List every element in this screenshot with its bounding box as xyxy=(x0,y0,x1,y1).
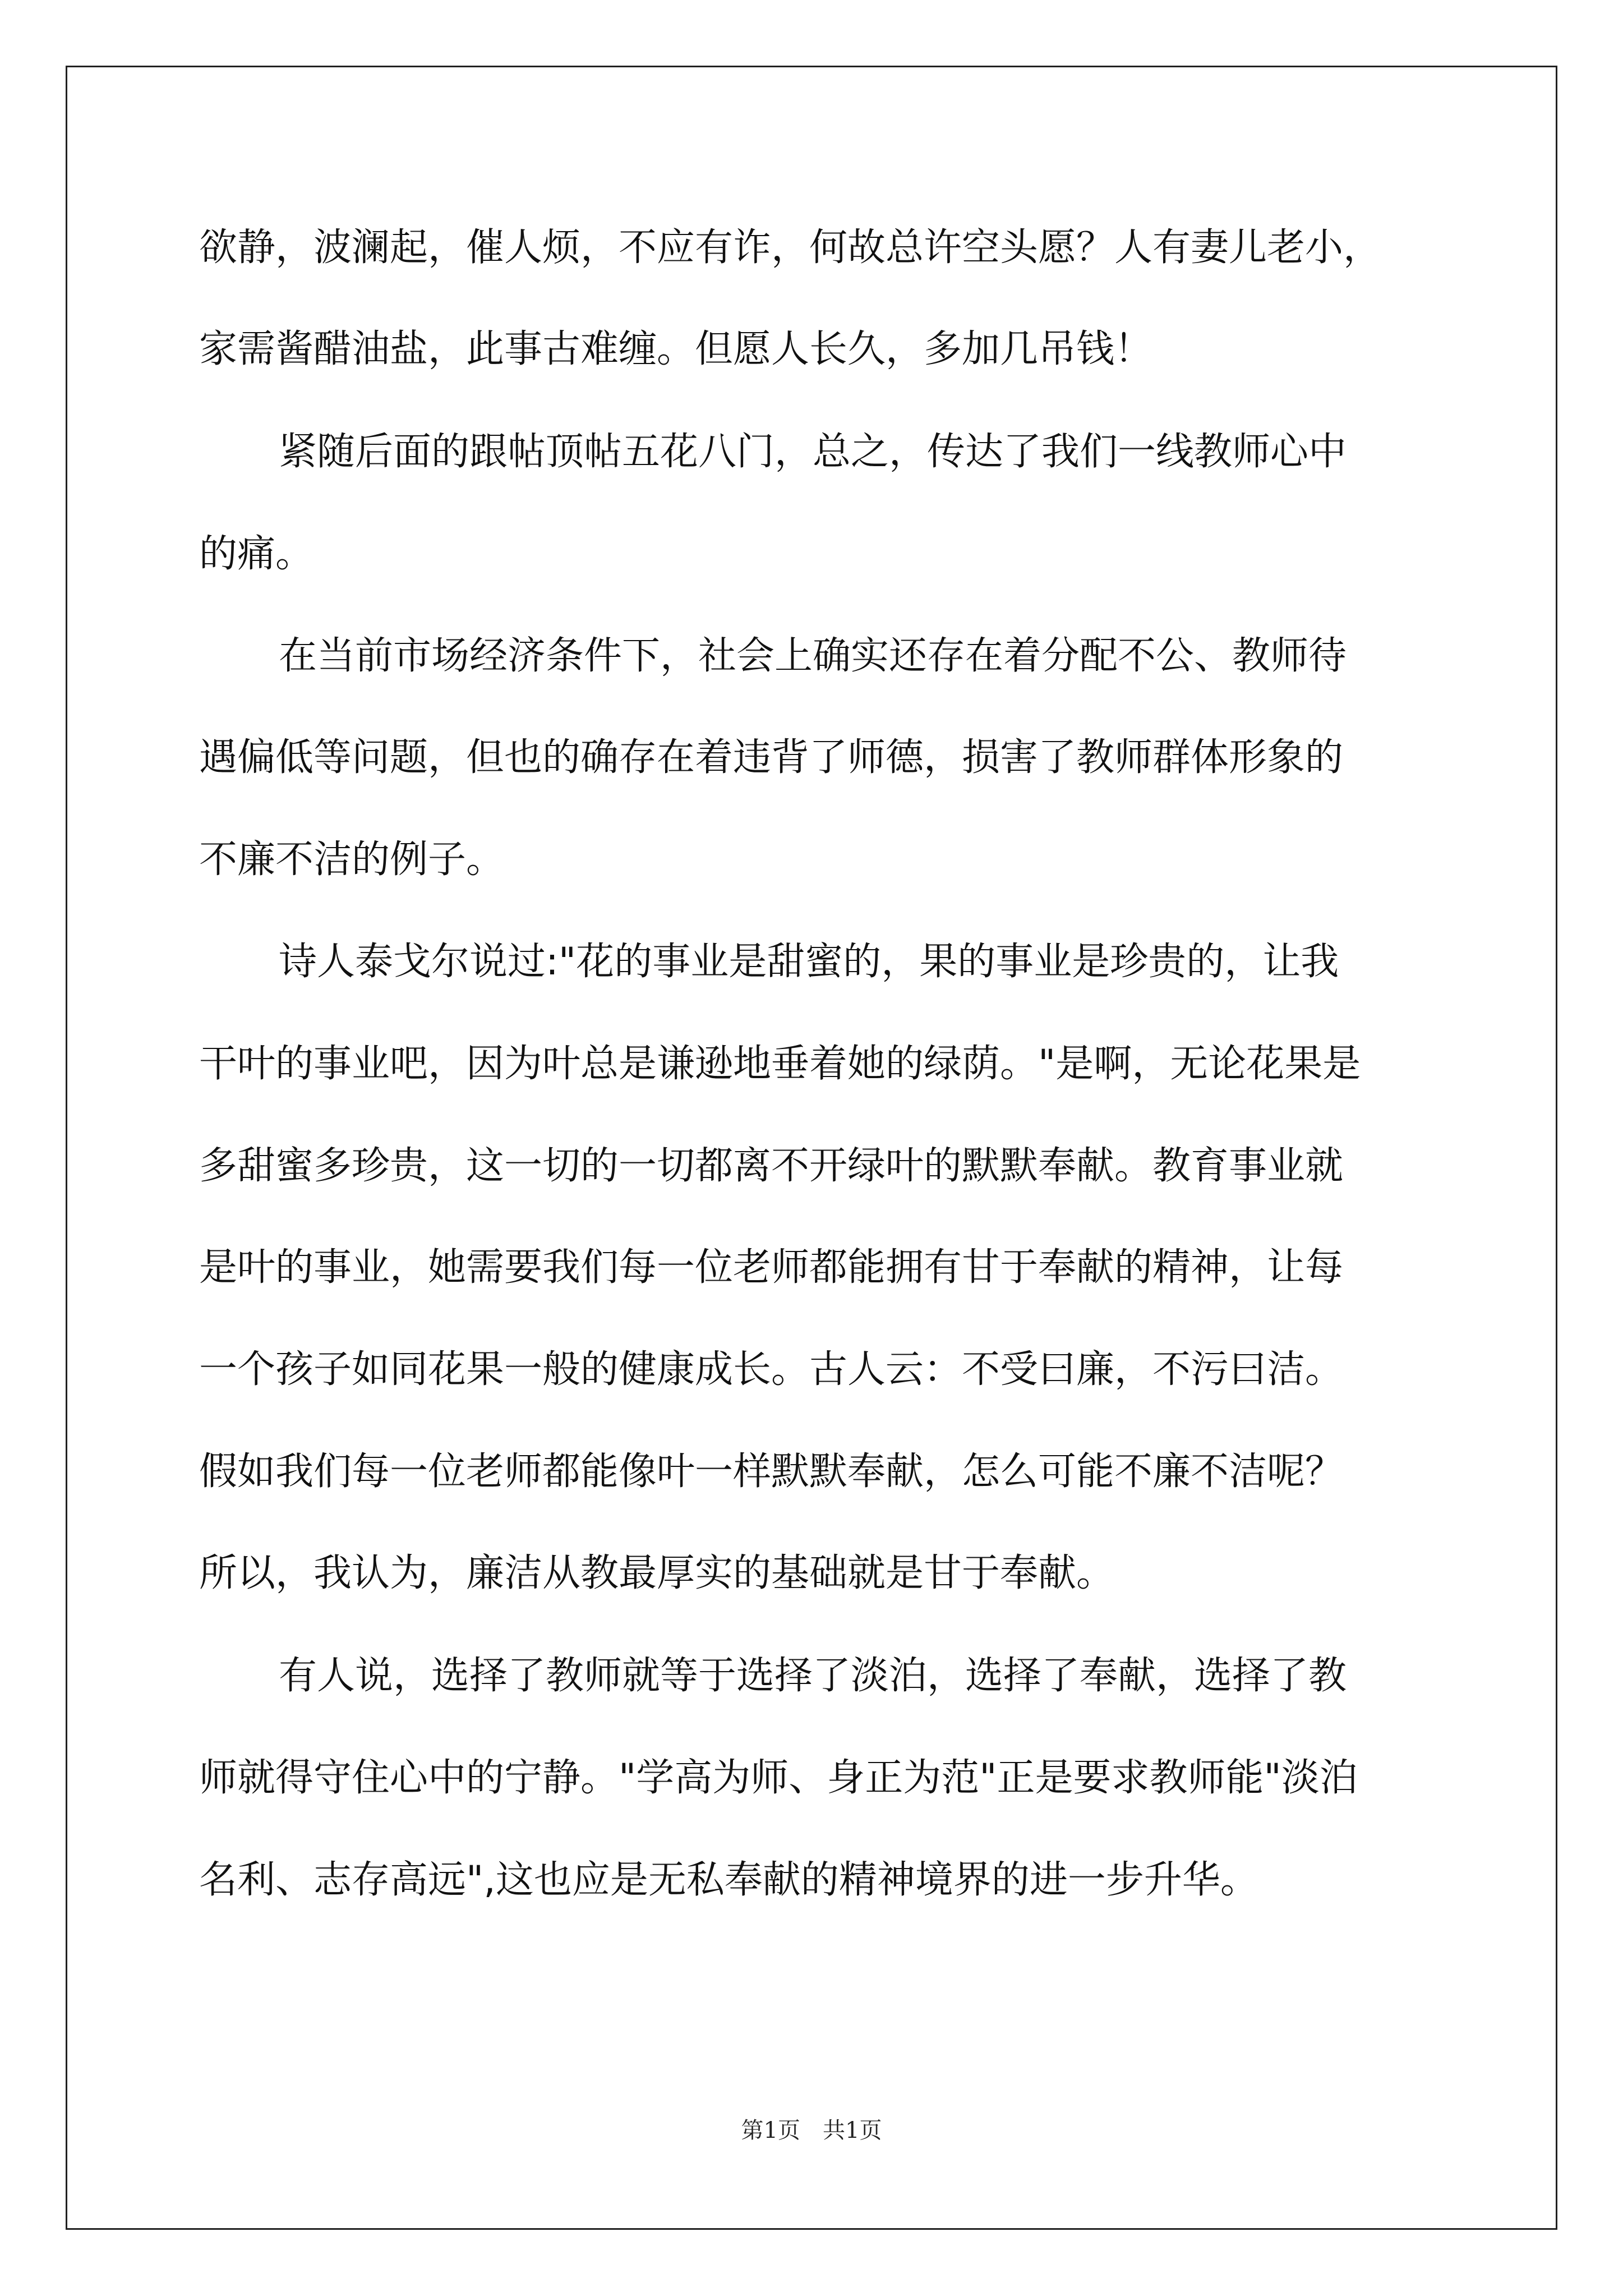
paragraph-line: 遇偏低等问题，但也的确存在着违背了师德，损害了教师群体形象的 xyxy=(199,735,1344,780)
paragraph-line: 的痛。 xyxy=(199,532,314,576)
paragraph-line: 多甜蜜多珍贵，这一切的一切都离不开绿叶的默默奉献。教育事业就 xyxy=(199,1144,1344,1188)
paragraph-line: 欲静，波澜起，催人烦，不应有诈，何故总许空头愿？人有妻儿老小， xyxy=(199,226,1382,270)
paragraph-line: 在当前市场经济条件下，社会上确实还存在着分配不公、教师待 xyxy=(279,634,1347,678)
paragraph-line: 名利、志存高远",这也应是无私奉献的精神境界的进一步升华。 xyxy=(199,1858,1258,1902)
paragraph-line: 诗人泰戈尔说过:"花的事业是甜蜜的，果的事业是珍贵的，让我 xyxy=(279,940,1339,984)
page-number: 第1页 共1页 xyxy=(741,2118,882,2143)
paragraph-line: 紧随后面的跟帖顶帖五花八门，总之，传达了我们一线教师心中 xyxy=(279,430,1347,474)
paragraph-line: 所以，我认为，廉洁从教最厚实的基础就是甘于奉献。 xyxy=(199,1551,1115,1595)
paragraph-line: 有人说，选择了教师就等于选择了淡泊，选择了奉献，选择了教 xyxy=(279,1654,1347,1698)
paragraph-line: 师就得守住心中的宁静。"学高为师、身正为范"正是要求教师能"淡泊 xyxy=(199,1756,1358,1800)
paragraph-line: 一个孩子如同花果一般的健康成长。古人云：不受曰廉，不污曰洁。 xyxy=(199,1347,1344,1392)
paragraph-line: 不廉不洁的例子。 xyxy=(199,838,505,882)
paragraph-line: 假如我们每一位老师都能像叶一样默默奉献，怎么可能不廉不洁呢？ xyxy=(199,1450,1344,1494)
paragraph-line: 是叶的事业，她需要我们每一位老师都能拥有甘于奉献的精神，让每 xyxy=(199,1245,1344,1290)
paragraph-line: 干叶的事业吧，因为叶总是谦逊地垂着她的绿荫。"是啊，无论花果是 xyxy=(199,1042,1361,1086)
paragraph-line: 家需酱醋油盐，此事古难缠。但愿人长久，多加几吊钱！ xyxy=(199,327,1153,371)
